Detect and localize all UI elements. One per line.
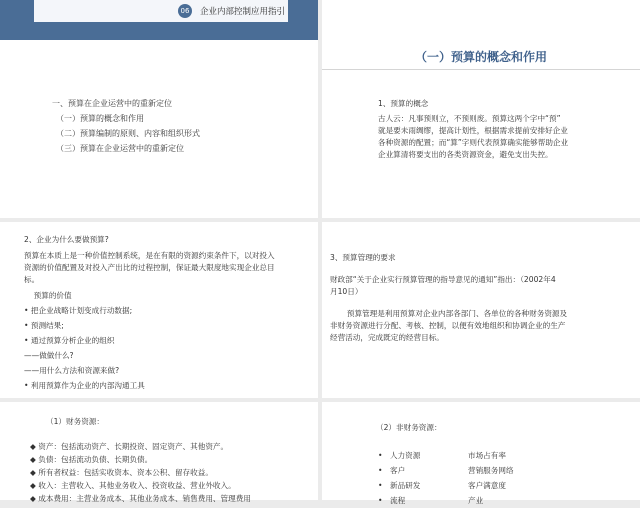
text-line: 古人云：凡事预则立，不预则废。预算这两个字中“预”	[378, 114, 561, 123]
section-heading: 3、预算管理的要求	[330, 253, 396, 262]
list-row	[378, 478, 618, 493]
text-line: 企业算清将要支出的各类资源资金，避免支出失控。	[378, 150, 553, 159]
list-item: 流程	[390, 496, 406, 505]
divider	[322, 69, 640, 70]
list-item: • 预测结果;	[24, 321, 64, 330]
list-item: 预算的价值	[24, 291, 72, 300]
text-line: 就是要未雨绸缪，提高计划性，根据需求提前安排好企业	[378, 126, 568, 135]
text-line: 标。	[24, 275, 40, 284]
paragraph	[24, 250, 275, 286]
paragraph	[330, 274, 556, 298]
value-list	[24, 288, 145, 393]
list-item: • 把企业战略计划变成行动数据;	[24, 306, 133, 315]
list-item: 营销服务网络	[468, 466, 514, 475]
bullet-icon: •	[378, 481, 383, 490]
section-heading: 1、预算的概念	[378, 99, 429, 108]
banner-title: 企业内部控制应用指引	[200, 7, 286, 17]
list-item: 新品研发	[390, 481, 421, 490]
non-financial-list	[378, 448, 618, 508]
list-item: ◆ 所有者权益：包括实收资本、资本公积、留存收益。	[30, 468, 213, 477]
list-item: • 利用预算作为企业的内部沟通工具	[24, 381, 145, 390]
text-line: 各种资源的配置；而“算”字则代表预算确实能够帮助企业	[378, 138, 569, 147]
list-item: ◆ 资产：包括流动资产、长期投资、固定资产、其他资产。	[30, 442, 229, 451]
resource-list	[30, 440, 251, 505]
text-line: 月10日）	[330, 287, 363, 296]
list-item: • 通过预算分析企业的组织	[24, 336, 115, 345]
paragraph	[378, 113, 568, 161]
text-line: 资源的价值配置及对投入产出比的过程控制，保证最大限度地实现企业总目	[24, 263, 275, 272]
toc-item: （一）预算的概念和作用	[56, 114, 144, 123]
bullet-icon: •	[378, 466, 383, 475]
list-item: ◆ 负债：包括流动负债、长期负债。	[30, 455, 153, 464]
list-item: 客户满意度	[468, 481, 506, 490]
list-item: 客户	[390, 466, 406, 475]
list-row	[378, 463, 618, 478]
header-banner	[0, 0, 318, 40]
text-line: 预算在本质上是一种价值控制系统，是在有限的资源约束条件下，以对投入	[24, 251, 275, 260]
list-row	[378, 448, 618, 463]
slide-2[interactable]	[322, 0, 640, 218]
text-line: 预算管理是利用预算对企业内部各部门、各单位的各种财务资源及	[330, 309, 568, 318]
toc-item: （三）预算在企业运营中的重新定位	[56, 144, 184, 153]
bullet-icon: •	[378, 496, 383, 505]
list-item: 产业	[468, 496, 484, 505]
list-item: 市场占有率	[468, 451, 506, 460]
text-line: 财政部“关于企业实行预算管理的指导意见的通知”指出：（2002年4	[330, 275, 556, 284]
slide-6[interactable]	[322, 402, 640, 505]
slide-1[interactable]	[0, 0, 318, 218]
list-item: ——用什么方法和资源来做?	[24, 366, 120, 375]
toc-item: 一、预算在企业运营中的重新定位	[52, 99, 172, 108]
section-heading: （1）财务资源：	[46, 417, 104, 426]
list-row	[378, 493, 618, 508]
section-heading: 2、企业为什么要做预算?	[24, 235, 109, 244]
list-item: ◆ 收入：主营收入、其他业务收入、投资收益、营业外收入。	[30, 481, 236, 490]
slide-3[interactable]	[0, 222, 318, 398]
toc-item: （二）预算编制的原则、内容和组织形式	[56, 129, 200, 138]
banner-panel	[34, 0, 288, 22]
table-of-contents	[52, 96, 200, 156]
section-number-badge: 06	[178, 4, 192, 18]
bullet-icon: •	[378, 451, 383, 460]
list-item: ——做做什么?	[24, 351, 74, 360]
slide-4[interactable]	[322, 222, 640, 398]
text-line: 非财务资源进行分配、考核、控制，以便有效地组织和协调企业的生产	[330, 321, 566, 330]
slide-title: （一）预算的概念和作用	[414, 50, 547, 64]
list-item: 人力资源	[390, 451, 421, 460]
slide-5[interactable]	[0, 402, 318, 503]
paragraph	[330, 308, 567, 344]
section-heading: （2）非财务资源：	[376, 423, 442, 432]
text-line: 经营活动，完成既定的经营目标。	[330, 333, 444, 342]
list-item: ◆ 成本费用：主营业务成本、其他业务成本、销售费用、管理费用	[30, 494, 251, 503]
